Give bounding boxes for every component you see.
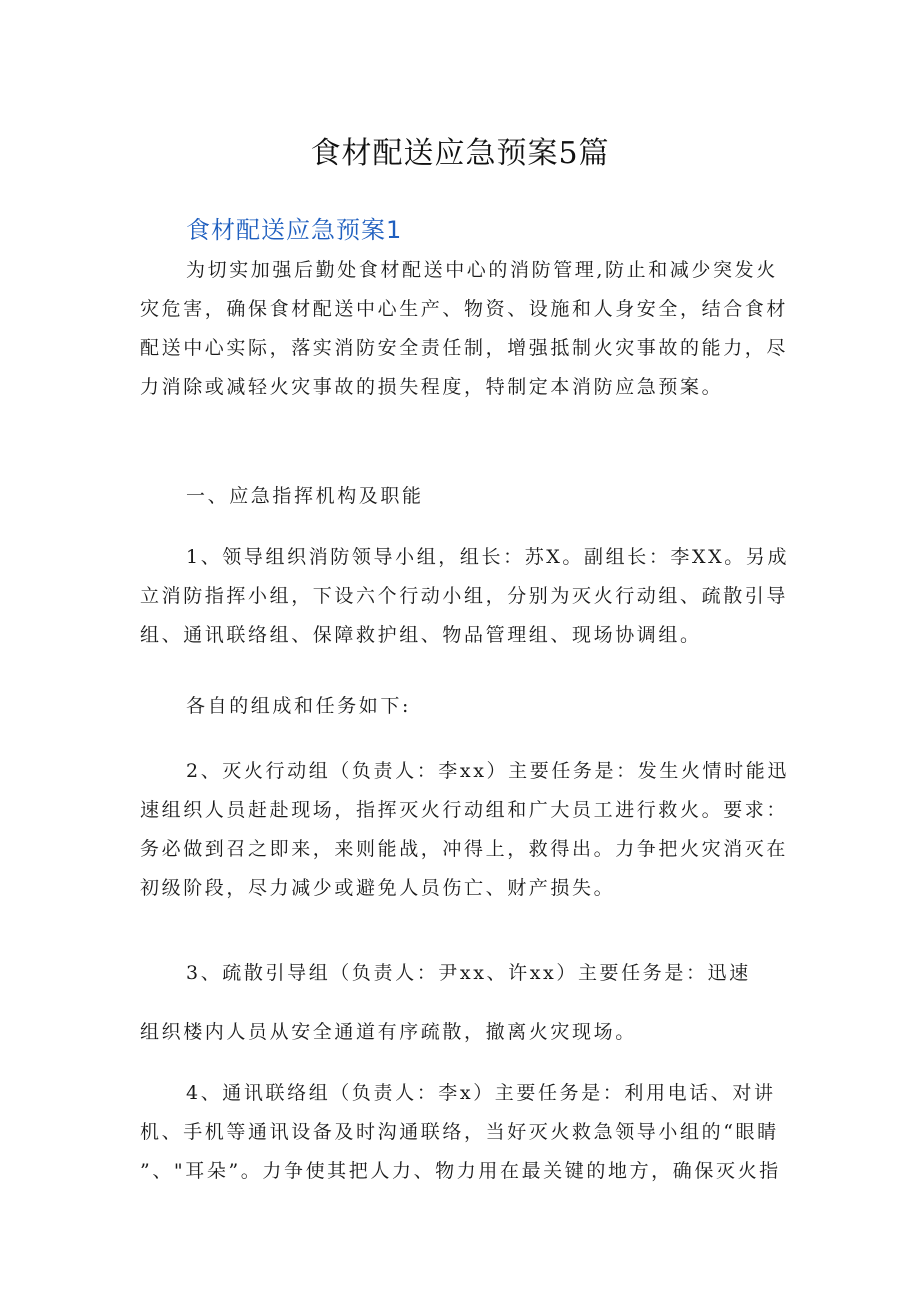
paragraph-line: 一、应急指挥机构及职能: [186, 485, 424, 507]
paragraph-line: 为切实加强后勤处食材配送中心的消防管理,防止和减少突发火: [186, 259, 778, 281]
paragraph-line: 组、通讯联络组、保障救护组、物品管理组、现场协调组。: [140, 624, 702, 646]
paragraph-line: 组织楼内人员从安全通道有序疏散，撤离火灾现场。: [140, 1021, 637, 1043]
document-title: 食材配送应急预案5篇: [310, 136, 610, 171]
paragraph-line: 3、疏散引导组（负责人：尹xx、许xx）主要任务是：迅速: [186, 962, 751, 984]
paragraph-line: 4、通讯联络组（负责人：李x）主要任务是：利用电话、对讲: [186, 1082, 776, 1104]
paragraph-line: 立消防指挥小组，下设六个行动小组，分别为灭火行动组、疏散引导: [140, 585, 789, 607]
paragraph-composition: [140, 687, 788, 726]
paragraph-leadership: [140, 538, 788, 655]
paragraph-line: 2、灭火行动组（负责人：李xx）主要任务是：发生火情时能迅: [186, 760, 789, 782]
paragraph-line: 机、手机等通讯设备及时沟通联络，当好灭火救急领导小组的“眼睛: [140, 1121, 779, 1143]
paragraph-evacuation-group: [140, 954, 788, 1052]
paragraph-line: 务必做到召之即来，来则能战，冲得上，救得出。力争把火灾消灭在: [140, 838, 789, 860]
paragraph-intro: [140, 251, 788, 407]
section-heading: 食材配送应急预案1: [186, 216, 403, 244]
paragraph-line: 速组织人员赶赴现场，指挥灭火行动组和广大员工进行救火。要求：: [140, 799, 789, 821]
paragraph-line: 1、领导组织消防领导小组，组长：苏X。副组长：李XX。另成: [186, 546, 790, 568]
paragraph-section-heading: [140, 477, 788, 516]
paragraph-firefighting-group: [140, 752, 788, 908]
paragraph-line: 力消除或减轻火灾事故的损失程度，特制定本消防应急预案。: [140, 376, 724, 398]
paragraph-line: 灾危害，确保食材配送中心生产、物资、设施和人身安全，结合食材: [140, 298, 789, 320]
paragraph-line: ”、"耳朵”。力争使其把人力、物力用在最关键的地方，确保灭火指: [140, 1160, 781, 1182]
paragraph-line: 初级阶段，尽力减少或避免人员伤亡、财产损失。: [140, 877, 616, 899]
paragraph-line: 各自的组成和任务如下:: [186, 695, 412, 717]
paragraph-communication-group: [140, 1074, 788, 1191]
paragraph-line: 配送中心实际，落实消防安全责任制，增强抵制火灾事故的能力，尽: [140, 337, 789, 359]
